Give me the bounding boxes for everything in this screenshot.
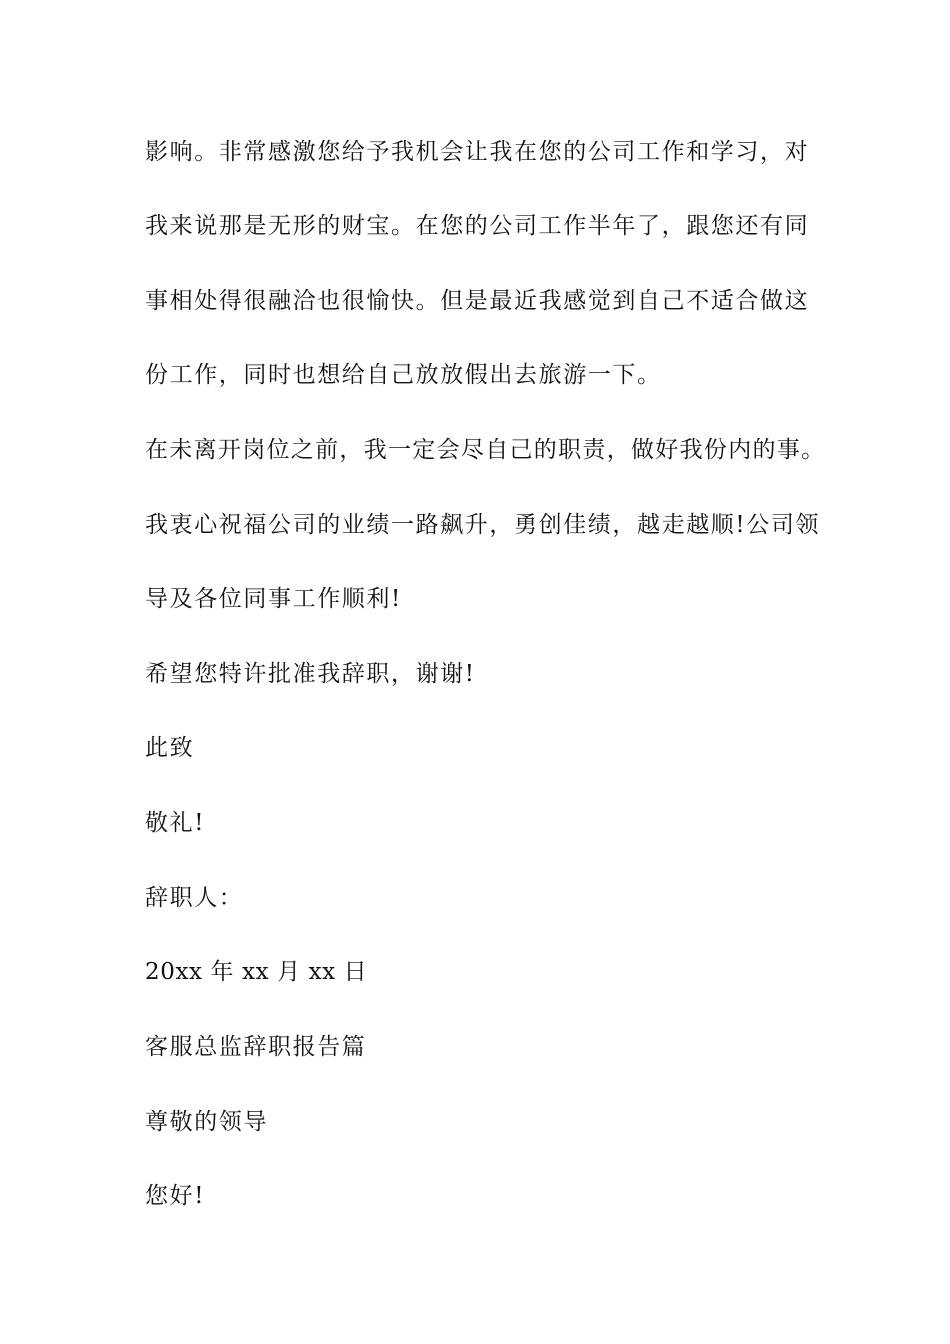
greeting-recipient: 尊敬的领导	[145, 1109, 268, 1135]
request-line: 希望您特许批准我辞职，谢谢!	[145, 661, 476, 687]
body-text-line: 我衷心祝福公司的业绩一路飙升，勇创佳绩，越走越顺!公司领	[145, 512, 821, 538]
signature-label: 辞职人：	[145, 885, 244, 911]
body-text-line: 导及各位同事工作顺利!	[145, 586, 402, 612]
body-text-line: 份工作，同时也想给自己放放假出去旅游一下。	[145, 362, 662, 388]
closing-regards: 敬礼!	[145, 810, 206, 836]
greeting: 您好!	[145, 1183, 206, 1209]
closing-salutation: 此致	[145, 735, 195, 761]
body-text-line: 我来说那是无形的财宝。在您的公司工作半年了，跟您还有同	[145, 213, 810, 239]
body-text-line: 在未离开岗位之前，我一定会尽自己的职责，做好我份内的事。	[145, 437, 826, 463]
body-text-line: 影响。非常感激您给予我机会让我在您的公司工作和学习，对	[145, 139, 810, 165]
section-title: 客服总监辞职报告篇	[145, 1034, 367, 1060]
body-text-line: 事相处得很融洽也很愉快。但是最近我感觉到自己不适合做这	[145, 288, 810, 314]
date-line: 20xx 年 xx 月 xx 日	[145, 959, 368, 985]
